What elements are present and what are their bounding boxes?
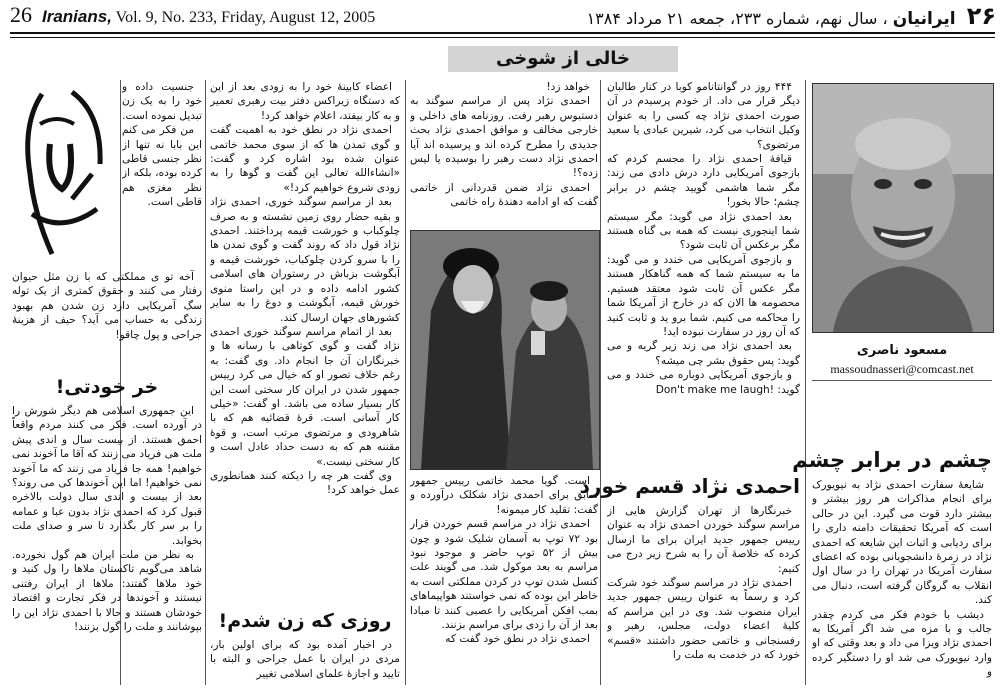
article-chashm (812, 478, 992, 686)
paragraph: احمدی نژاد در نطق خود به اهمیت گفت و گوی تمدن ها که از سوی محمد خاتمی عنوان شده بود اشاره کرد و گفت: «انشاءالله تعالی این گفت و گوها را به زودی شروع خواهیم کرد!» (210, 124, 400, 194)
paragraph: احمدی نژاد در نطق خود گفت که (445, 633, 590, 646)
column-divider (805, 80, 806, 685)
cartoon-face-icon (12, 84, 112, 264)
paragraph: اعضاء کابینهٔ خود را به زودی بعد از این که دستگاه زیراکس دفتر بیت رهبری تعمیر و به کار بیفتد، اعلام خواهد کرد! (210, 81, 400, 122)
headline-chashm: چشم در برابر چشم (792, 448, 992, 472)
paragraph: بعد احمدی نژاد می زند زیر گریه و می گوید: پس حقوق بشر چی میشه؟ (607, 340, 800, 367)
publication-name: Iranians, (42, 7, 112, 26)
author-portrait-icon (813, 84, 993, 332)
author-divider (812, 380, 992, 381)
article-col2 (410, 80, 598, 225)
article-col4-top (122, 80, 202, 270)
news-photo-icon (411, 231, 599, 469)
column-divider (600, 80, 601, 685)
article-khar (12, 404, 202, 686)
column-divider (205, 80, 206, 685)
section-title: خالی از شوخی (496, 48, 630, 69)
paragraph: بعد از اتمام مراسم سوگند خوری احمدی نژاد گفت و گوی کوتاهی با رسانه ها و خبرنگاران آن جا انجام داد. وی گفت: به رغم خلاف تصور او که خیال می کرد رییس جمهور شدن در ایران کار سختی است این کار بسیار ساده می باشد. او گفت: «خیلی کار آسانی است. قرهٔ قضائیه هم که با شاهرودی و مرتضوی مرتب است، و قوهٔ مقننه هم که به دست حداد عادل است و کار سختی نیست.» (210, 325, 400, 468)
paragraph: قیافهٔ احمدی نژاد را مجسم کردم که بازجوی آمریکایی دارد درش دادی می زند: مگر شما هاشمی گویید چشم در برابر چشم؛ حالا بخور! (607, 153, 800, 209)
paragraph: خواهد زد! (546, 81, 590, 93)
article-col3 (210, 80, 400, 606)
cartoon-face (12, 84, 112, 264)
paragraph: این جمهوری اسلامی هم دیگر شورش را در آورده است. فکر می کنند مردم واقعاً احمق هستند. از بیست سال و اندی پیش ملت هی فریاد می زنند که آقا ما آخوند نمی خواهیم! همه جا فریاد می زنند که ما آخوند نمی خواهیم! اما این آخوندها کی می روند؟ بعد از بیست و اندی سال دولت بالاخره قبول کرد که احمدی نژاد بدون عبا و عمامه را بر سر کار بگذارد تا سر و صدای ملت بخوابد. (12, 405, 202, 547)
paragraph: جنسیت داده و خود را به یک زن تبدیل نموده است. (122, 81, 202, 122)
author-photo (812, 83, 994, 333)
paragraph: و بازجوی آمریکایی می خندد و می گوید: ما به سیستم شما که همه گناهکار هستند مگر عکس آن ثابت شود معتقد هستیم. محصومه ها الان که در خارج از آمریکا شما را محاکمه می کنیم. شما برو ید و ثابت کنید که آن روز در سفارت نبوده اید! (607, 253, 800, 338)
author-email[interactable]: massoudnasseri@comcast.net (830, 362, 974, 376)
paragraph: و بازجوی آمریکایی دوباره می خندد و می گوید: !Don't make me laugh (607, 369, 800, 396)
column-divider (405, 80, 406, 685)
masthead-rule (10, 32, 995, 34)
paragraph: احمدی نژاد در مراسم قسم خوردن قرار بود ۷۲ توپ به آسمان شلیک شود و چون بیش از ۵۲ توپ حاضر و موجود نبود مراسم به بعد موکول شد. می گویند علت کنسل شدن توپ در کردن مملکتی است به خاطر این بوده که نمی خواستند هواپیماهای بمب افکن آمریکایی را عصبی کنند تا مبادا بعد از آن را زدی برای مراسم بزنند. (410, 518, 598, 632)
paragraph: بعد احمدی نژاد می گوید: مگر سیستم شما اینجوری نیست که همه بی گناه هستند مگر برعکس آن ثابت شود؟ (607, 210, 800, 252)
paragraph: آخه تو ی مملکتی که با زن مثل حیوان رفتار می کنند و حقوق کمتری از یک توله سگ آمریکایی دارد زن شدن هم بهبود زندگی به حساب می آید؟ حیف از هزینهٔ جراحی و پول چاقو! (12, 271, 202, 341)
paragraph: احمدی نژاد پس از مراسم سوگند به دستبوس رهبر رفت. روزنامه های داخلی و خارجی مخالف و موافق احمدی نژاد بحث جدیدی را مطرح کرده اند و پرسیده اند آیا احمدی نژاد دست رهبر را بوسیده یا لیس زده؟! (410, 95, 598, 180)
paragraph: احمدی نژاد در مراسم سوگند خود شرکت کرد و رسماً به عنوان رییس جمهور جدید ایران منصوب شد. وی در این مراسم که کلیهٔ اعضاء دولت، مجلس، رهبر و رفسنجانی و خاتمی حضور داشتند «قسم» خورد که در خدمت به ملت را (607, 577, 800, 662)
article-oath (607, 504, 800, 686)
paragraph: به نظر من ملت ایران هم گول نخورده. شاهد می‌گویم تاکستان ملاها را ول کنید و خود ملاها گفتند: ملاها از ایران رفتنی نیستند و آخوندها در فکر تجارت و اقتصاد خودشان هستند و حالا با احمدی نژاد این را بپوشانند و ملت را گول بزنند! (12, 549, 202, 634)
paragraph: دیشب با خودم فکر می کردم چقدر جالب و با مزه می شد اگر آمریکا به احمدی نژاد ویزا می داد و بعد وقتی که او وارد نیویورک می شد او را دستگیر کرده و (812, 608, 992, 679)
paragraph: در اخبار آمده بود که برای اولین بار، مردی در ایران با عمل جراحی و البته با تایید و اجازهٔ علمای اسلامی تغییر (210, 639, 400, 680)
article-rooz (210, 638, 400, 686)
paragraph: خبرنگارها از تهران گزارش هایی از مراسم سوگند خوردن احمدی نژاد به عنوان رییس جمهور جدید ایران برای ما ارسال کرده که خلاصهٔ آن را به شرح زیر درج می کنیم: (607, 505, 800, 575)
issue-info-fa: ، سال نهم، شماره ۲۳۳، جمعه ۲۱ مرداد ۱۳۸۴ (586, 9, 888, 28)
publication-name-fa: ایرانیان (892, 9, 956, 29)
paragraph: وی گفت هر چه را دیکته کنند همانطوری عمل خواهد کرد! (210, 469, 400, 497)
issue-info: Vol. 9, No. 233, Friday, August 12, 2005 (115, 9, 376, 26)
page-number: 26 (10, 2, 32, 27)
news-photo (410, 230, 600, 470)
headline-rooz: روزی که زن شدم! (218, 610, 392, 632)
article-col4-bottom (12, 270, 202, 370)
paragraph: ۴۴۴ روز در گوانتانامو کوبا در کنار طالبان دیگر قرار می داد. از خودم پرسیدم در آن صورت احمدی نژاد چه کسی را به عنوان وکیل انتخاب می کرد، شیرین عبادی یا سعید مرتضوی؟ (607, 81, 800, 151)
paragraph: من فکر می کنم این بابا نه تنها از نظر جنسی قاطی کرده بوده، بلکه از نظر مغزی هم قاطی است. (122, 124, 202, 209)
paragraph: احمدی نژاد ضمن قدردانی از خاتمی گفت که او ادامه دهندهٔ راه خاتمی (410, 181, 598, 209)
article-col2b (410, 474, 598, 686)
masthead-left (10, 2, 375, 28)
masthead-rule-thin (10, 37, 995, 38)
author-name: مسعود ناصری (856, 343, 948, 358)
page-number-fa: ۲۶ (966, 2, 996, 30)
article-col1 (607, 80, 800, 468)
masthead-right (587, 2, 996, 30)
paragraph: بعد از مراسم سوگند خوری، احمدی نژاد و بقیه حضار روی زمین نشسته و به صرف چلوکباب و خورشت قیمه پرداختند. احمدی نژاد قول داد که روند گفت و گوی تمدن ها را با سرو کردن چلوکباب، خورشت قیمه و آبگوشت بزباش در رستوران های اسلامی کشور ادامه داده و در این راستا منوی خورش قیمه، آبگوشت و دوغ را به سایر کشورهای جهان ارسال کند. (210, 196, 400, 324)
headline-khar: خر خودتی! (55, 376, 159, 398)
headline-ahmadinejad-oath: احمدی نژاد قسم خورد (579, 474, 800, 498)
photo-caption: است. گویا محمد خاتمی رییس جمهور سابق برای احمدی نژاد شکلک درآورده و گفت: تقلید کار میمونه! (410, 475, 598, 516)
paragraph: شایعهٔ سفارت احمدی نژاد به نیویورک برای انجام مذاکرات هر روز بیشتر و بیشتر دارد قوت می گیرد. این در حالی است که آمریکا تحقیقات دامنه داری را برای ردیابی و اثبات این شایعه که احمدی نژاد در زمرهٔ دانشجویانی بوده که اعضای سفارت آمریکا در تهران را در سال اول انقلاب به گروگان گرفته است، دنبال می کند. (812, 479, 992, 607)
